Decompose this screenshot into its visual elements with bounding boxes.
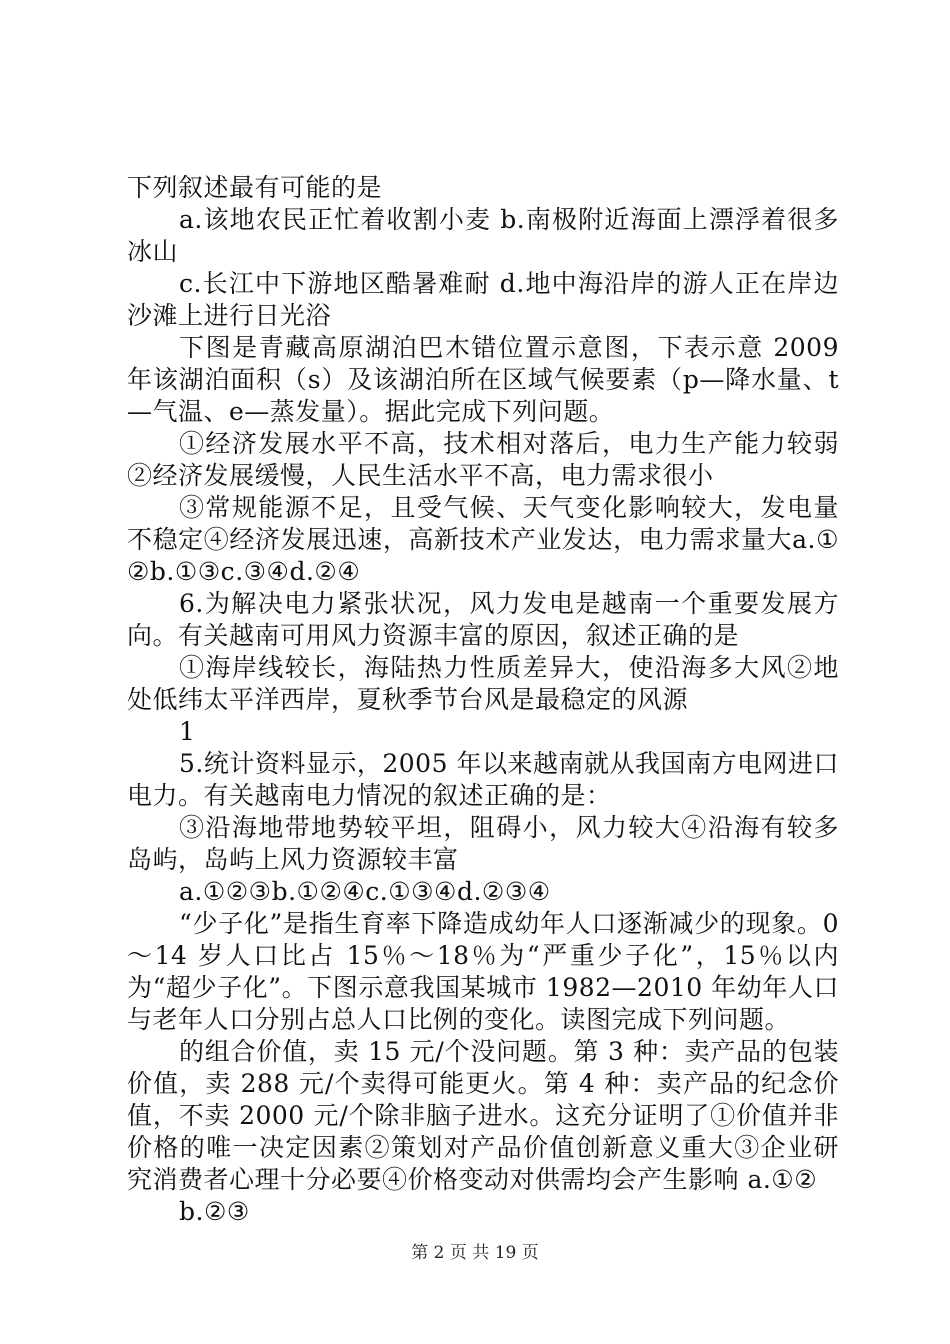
paragraph: ①经济发展水平不高，技术相对落后，电力生产能力较弱②经济发展缓慢，人民生活水平不高，电力需求很小 [127,429,839,490]
paragraph: b.②③ [179,1197,250,1226]
paragraph: 1 [179,717,196,746]
paragraph: 的组合价值，卖 15 元/个没问题。第 3 种：卖产品的包装价值，卖 288 元/个卖得可能更火。第 4 种：卖产品的纪念价值，不卖 2000 元/个除非脑子进水。这充分证明了①价值并非价格的唯一决定因素②策划对产品价值创新意义重大③企业研究消费者心理十分必要④价格变动对供需均会产生影响 a.①② [127,1037,839,1194]
paragraph: a.①②③b.①②④c.①③④d.②③④ [179,877,551,906]
paragraph: ①海岸线较长，海陆热力性质差异大，使沿海多大风②地处低纬太平洋西岸，夏秋季节台风是最稳定的风源 [127,653,839,714]
paragraph: ③沿海地带地势较平坦，阻碍小，风力较大④沿海有较多岛屿，岛屿上风力资源较丰富 [127,813,839,874]
paragraph: 5.统计资料显示，2005 年以来越南就从我国南方电网进口电力。有关越南电力情况的叙述正确的是： [127,749,839,810]
paragraph: 下图是青藏高原湖泊巴木错位置示意图，下表示意 2009 年该湖泊面积（s）及该湖泊所在区域气候要素（p—降水量、t—气温、e—蒸发量）。据此完成下列问题。 [127,333,839,426]
paragraph: a.该地农民正忙着收割小麦 b.南极附近海面上漂浮着很多冰山 [127,205,839,266]
page-footer: 第 2 页 共 19 页 [411,1243,539,1263]
document-body [127,172,839,1228]
paragraph: c.长江中下游地区酷暑难耐 d.地中海沿岸的游人正在岸边沙滩上进行日光浴 [127,269,839,330]
paragraph: ③常规能源不足，且受气候、天气变化影响较大，发电量不稳定④经济发展迅速，高新技术产业发达，电力需求量大a.①②b.①③c.③④d.②④ [127,493,839,586]
paragraph: 下列叙述最有可能的是 [127,173,383,202]
paragraph: “少子化”是指生育率下降造成幼年人口逐渐减少的现象。0～14 岁人口比占 15％～18％为“严重少子化”，15％以内为“超少子化”。下图示意我国某城市 1982—2010 年幼年人口与老年人口分别占总人口比例的变化。读图完成下列问题。 [127,909,839,1034]
paragraph: 6.为解决电力紧张状况，风力发电是越南一个重要发展方向。有关越南可用风力资源丰富的原因，叙述正确的是 [127,589,839,650]
